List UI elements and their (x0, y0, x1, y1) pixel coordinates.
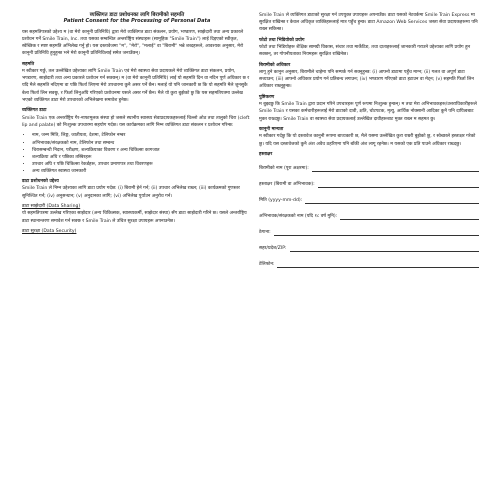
patient-name-field[interactable] (259, 162, 479, 172)
patient-rights-paragraph: लागू हुने कानुन अनुसार, बिरामीले चाहेमा पनि सम्पर्क गर्न सक्नुहुन्छ: (i) आफ्नो डाटामा पहुँच माग्न; (ii) गलत वा अपूर्ण डाटा सच्याउन; (iii) आफ्नो अधिकार प्रयोग गर्न प्रतिबन्ध लगाउन; (iv) भण्डारण गरिएको डाटा हटाउन वा मेट्न; (v) सहमति फिर्ता लिन अधिकार राख्नुहुन्छ। (259, 70, 474, 90)
photos-paragraph: फोटो तथा भिडियोहरू शैक्षिक सामग्री विकास, संचार तथा मार्केटिङ, तथा दाताहरूलाई जानकारी गराउने उद्देश्यका लागि प्रयोग हुन सक्छन्, तर गोपनीयताका नियमहरू सुरक्षित राखिनेछ। (259, 45, 471, 58)
legal-validity-heading: कानूनी मान्यता (259, 127, 284, 133)
list-item: • चिरासम्बन्धी निदान, परीक्षण, शल्यक्रियाका विवरण र अन्य चिकित्सा कागजात (32, 147, 252, 154)
field-label: टेलिफोन: (259, 262, 275, 268)
patient-rights-heading: बिरामीको अधिकार (259, 62, 291, 68)
fill-line[interactable] (340, 213, 479, 220)
photos-heading: फोटो तथा भिडियोको प्रयोग (259, 37, 305, 43)
intro-paragraph: यस सहमतिपत्रको उद्देश्य म (वा मेरो कानूनी प्रतिनिधि) द्वारा मेरो व्यक्तिगत डाटा संकलन, प्रयोग, भण्डारण, साझेदारी तथा अन्य प्रकारले प्रशोधन गर्ने Smile Train, Inc. तथा यसका सम्बन्धित अन्तर्राष्ट्रिय संस्थाहरू (सामूहिक "Smile Train") लाई दिइएको स्वीकृत, स्वेच्छिक र स्पष्ट सहमति अभिलेख गर्नु हो। यस दस्तावेजमा "म", "मेरो", "मलाई" वा "बिरामी" भन्ने शब्दहरूले, आवश्यक अनुसार, मेरो कानूनी प्रतिनिधि हुनुहुन्छ भने मेरो कानूनी प्रतिनिधिलाई समेत जनाउँछन्। (22, 29, 244, 57)
fill-line[interactable] (277, 261, 479, 268)
address-field[interactable] (259, 226, 479, 236)
field-label: सहर/प्रदेश/ZIP: (259, 246, 287, 252)
purpose-paragraph: Smile Train ले निम्न उद्देश्यका लागि डाटा प्रयोग गर्दछ: (i) बिरामी हेर्न गर्न; (ii) उपचार अभिलेख राख्न; (iii) कार्यक्रमको गुणस्तर सुनिश्चित गर्न; (iv) अनुसन्धान; (v) अनुदानका लागि; (vi) अभिलेख पुर्याउन अनुरोध गर्न। (22, 186, 240, 199)
field-label: मिति (yyyy-mm-dd): (259, 198, 303, 204)
guardian-name-field[interactable] (259, 210, 479, 220)
personal-data-list (32, 132, 252, 175)
list-item: • शल्यक्रिया अघि र पछिका तस्बिरहरू (32, 154, 252, 161)
personal-data-paragraph: Smile Train एक अन्तर्राष्ट्रिय गैर-नाफामूलक संस्था हो जसले स्थानीय स्वास्थ्य सेवाप्रदायकहरूलाई चिल्लो ओठ तथा तालुको चिरा (cleft lip and palate) को निःशुल्क उपचारमा सहयोग गर्दछ। यस कार्यक्रमका लागि निम्न व्यक्तिगत डाटा संकलन र प्रशोधन गरिन्छ: (22, 115, 250, 128)
list-item: • अभिभावक/संरक्षकको नाम, टेलिफोन तथा सम्बन्ध (32, 140, 252, 147)
date-field[interactable] (259, 194, 479, 204)
field-label: बिरामीको नाम (पूरा अक्षरमा): (259, 166, 309, 172)
confirmation-heading: पुष्टिकरण (259, 95, 275, 101)
data-sharing-heading: डाटा साझेदारी (Data Sharing) (22, 204, 81, 210)
right-column (259, 12, 479, 274)
confirmation-paragraph: म बुझ्दछु कि Smile Train द्वारा प्रदान गरिने उपचारहरू पूर्ण रूपमा निःशुल्क हुन्छन्। म तथा मेरा अभिभावकहरू/उत्तराधिकारीहरूले Smile Train र यसका कर्मचारीहरूलाई मेरो डाटाको दावी, क्षति, चोटपटक, मृत्यु, आर्थिक नोक्सानी आदिका कुनै पनि दायित्वबाट मुक्त राख्दछु। Smile Train वा स्वास्थ्य सेवा प्रदायकलाई उल्लेखित दावीहरूबाट मुक्त राख्न म सहमत छु। (259, 102, 477, 122)
list-item: • उपचार अघि र पछि चिकित्सा रेकर्डहरू, उपचार प्रमाणपत्र तथा विवरणहरू (32, 161, 252, 168)
signature-field[interactable] (259, 178, 479, 188)
fill-line[interactable] (312, 165, 479, 172)
fill-line[interactable] (305, 197, 479, 204)
signature-heading: हस्ताक्षर (259, 152, 273, 158)
consent-heading: सहमति (22, 61, 35, 67)
data-sharing-paragraph: यो सहमतिपत्रमा उल्लेख गरिएका साझेदार (अन्य चिकित्सक, स्वास्थ्यकर्मी, साझेदार संस्था) सँग डाटा साझेदारी गरिने छ। यसले अन्तर्राष्ट्रिय डाटा स्थानान्तरण समावेश गर्न सक्छ र Smile Train ले उचित सुरक्षा उपायहरू अपनाउनेछ। (22, 211, 247, 224)
legal-validity-paragraph: म स्वीकार गर्दछु कि यो दस्तावेज कानुनी रूपमा बाध्यकारी छ, मैले यसमा उल्लेखित कुरा राम्ररी बुझेको छु, र स्वेच्छाले हस्ताक्षर गरेको छु। यदि यस दस्तावेजको कुनै अंश अवैध ठहरिएमा पनि बाँकी अंश लागू रहनेछ। म यसको एक प्रति पाउने अधिकार राख्दछु। (259, 134, 476, 147)
signature-fields (259, 162, 479, 268)
left-column (22, 12, 252, 235)
data-security-heading: डाटा सुरक्षा (Data Security) (22, 229, 77, 235)
city-state-zip-field[interactable] (259, 242, 479, 252)
field-label: हस्ताक्षर (बिरामी वा अभिभावक): (259, 182, 315, 188)
personal-data-heading: व्यक्तिगत डाटा (22, 108, 47, 114)
consent-paragraph: म स्वीकार गर्छु, तल उल्लेखित उद्देश्यका लागि Smile Train एवं मेरो स्वास्थ्य सेवा प्रदायकले मेरो व्यक्तिगत डाटा संकलन, प्रयोग, भण्डारण, साझेदारी तथा अन्य प्रकारले प्रशोधन गर्न सक्छन्। म (वा मेरो कानूनी प्रतिनिधि) लाई यो सहमति दिन वा नदिन पूर्ण अधिकार छ र यदि मैले सहमति नदिएमा वा पछि फिर्ता लिएमा मेरो उपचारमा कुनै असर पर्ने छैन। मलाई यो पनि जानकारी छ कि यो सहमति मैले जुनसुकै बेला फिर्ता लिन सक्छु, र फिर्ता लिनुअघि गरिएको प्रशोधनमा यसले असर गर्ने छैन। मैले यो कुरा बुझेको छु कि यस सहमतिपत्रमा उल्लेख भएको व्यक्तिगत डाटा मेरो उपचारको अभिलेखमा समावेश हुनेछ। (22, 69, 250, 103)
fill-line[interactable] (290, 245, 479, 252)
data-security-paragraph: Smile Train ले व्यक्तिगत डाटाको सुरक्षा गर्न उपयुक्त उपायहरू अपनाउँछ। डाटा यसको नेटवर्कमा Smile Train Express मा सुरक्षित राखिन्छ र केवल अधिकृत व्यक्तिहरूलाई मात्र पहुँच हुन्छ। डाटा Amazon Web Services जस्ता सेवा प्रदायकहरूमा पनि राख्न सकिन्छ। (259, 13, 478, 33)
document-title: व्यक्तिगत डाटा प्रशोधनका लागि बिरामीको सहमति (89, 12, 185, 18)
list-item: • अन्य व्यक्तिगत स्वास्थ्य जानकारी (32, 168, 252, 175)
list-item: • नाम, जन्म मिति, लिङ्ग, जातीयता, देशमा, टेलिफोन नम्बर (32, 132, 252, 139)
field-label: ठेगाना: (259, 230, 271, 236)
field-label: अभिभावक/संरक्षकको नाम (यदि १८ वर्ष मुनि): (259, 214, 338, 220)
purpose-heading: डाटा प्रशोधनको उद्देश्य (22, 179, 59, 185)
fill-line[interactable] (318, 181, 479, 188)
fill-line[interactable] (274, 229, 479, 236)
telephone-field[interactable] (259, 258, 479, 268)
document-subtitle: Patient Consent for the Processing of Personal Data (63, 18, 211, 25)
